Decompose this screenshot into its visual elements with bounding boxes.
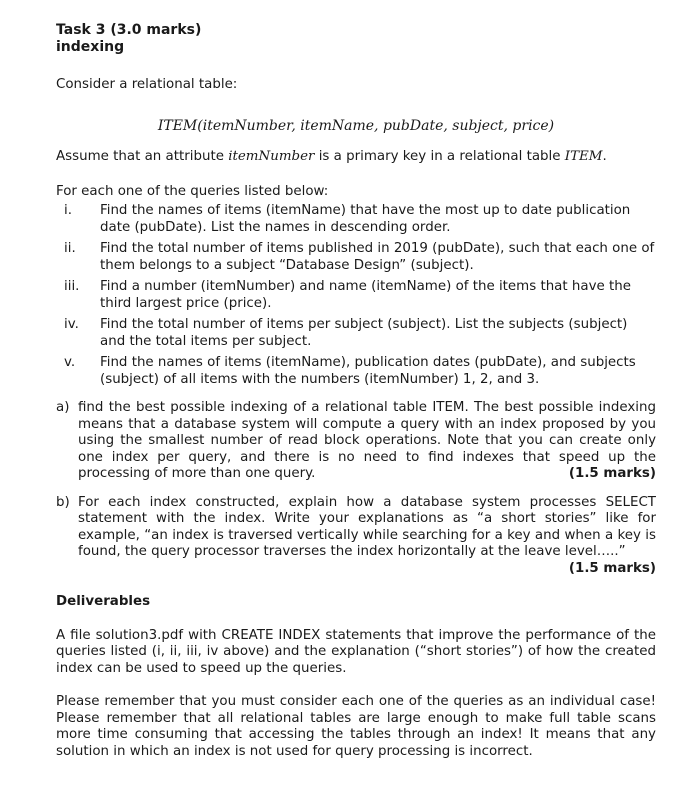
part-label: b): [56, 494, 70, 510]
task-title: Task 3 (3.0 marks): [56, 22, 202, 38]
part-label: a): [56, 400, 70, 415]
assume-before: Assume that an attribute: [56, 149, 229, 164]
query-item: [56, 203, 656, 236]
assume-middle: is a primary key in a relational table: [314, 149, 565, 164]
query-number: iv.: [64, 317, 79, 332]
part-text: For each index constructed, explain how a database system processes SELECT statement with the index. Write your explanations as “a short stories” like for example, “an index is traversed vertically while searching for a key and when a key is found, the query processor traverses the index horizontally at the leave level…..”: [78, 494, 656, 559]
query-text: Find the total number of items published in 2019 (pubDate), such that each one of them belongs to a subject “Database Design” (subject).: [100, 241, 655, 273]
assume-after: .: [602, 149, 607, 164]
query-text: Find a number (itemNumber) and name (itemName) of the items that have the third largest price (price).: [100, 279, 631, 311]
intro-text: Consider a relational table:: [56, 77, 238, 92]
deliverables-heading: Deliverables: [56, 594, 151, 609]
query-text: Find the total number of items per subject (subject). List the subjects (subject) and the total items per subject.: [100, 317, 628, 349]
deliverables-text: A file solution3.pdf with CREATE INDEX statements that improve the performance of the queries listed (i, ii, iii, iv above) and the explanation (“short stories”) of how the created index can be used to speed up the queries.: [56, 627, 656, 676]
query-number: i.: [64, 203, 72, 218]
query-item: [56, 355, 656, 388]
query-number: ii.: [64, 241, 76, 256]
query-item: [56, 279, 656, 312]
document-page: [56, 22, 656, 760]
query-number: v.: [64, 355, 76, 370]
assume-attr: itemNumber: [228, 149, 315, 164]
part-text: find the best possible indexing of a relational table ITEM. The best possible indexing means that a database system will compute a query with an index proposed by you using the smallest number of read block operations. Note that you can create only one index per query, and there is no need to find indexes that speed up the processing of more than one query.: [78, 400, 656, 481]
query-item: [56, 241, 656, 274]
assume-sentence: [56, 149, 656, 166]
relation-schema: ITEM(itemNumber, itemName, pubDate, subject, price): [157, 117, 555, 134]
assume-table: ITEM: [564, 149, 603, 164]
part-marks: (1.5 marks): [568, 466, 656, 481]
queries-intro: For each one of the queries listed below:: [56, 183, 329, 199]
reminder-text: Please remember that you must consider each one of the queries as an individual case! Please remember that all relational tables are large enough to make full table scans more time consuming that accessing the tables through an index! It means that any solution in which an index is not used for query processing is incorrect.: [56, 694, 656, 759]
query-list: [56, 203, 656, 388]
part-a: [56, 400, 656, 483]
query-text: Find the names of items (itemName), publication dates (pubDate), and subjects (subject) of all items with the numbers (itemNumber) 1, 2, and 3.: [100, 355, 636, 387]
part-marks: (1.5 marks): [568, 560, 656, 576]
query-number: iii.: [64, 279, 80, 294]
part-b: [56, 495, 656, 578]
query-item: [56, 317, 656, 350]
task-subtitle: indexing: [56, 39, 125, 55]
query-text: Find the names of items (itemName) that have the most up to date publication date (pubDate). List the names in descending order.: [100, 203, 631, 235]
